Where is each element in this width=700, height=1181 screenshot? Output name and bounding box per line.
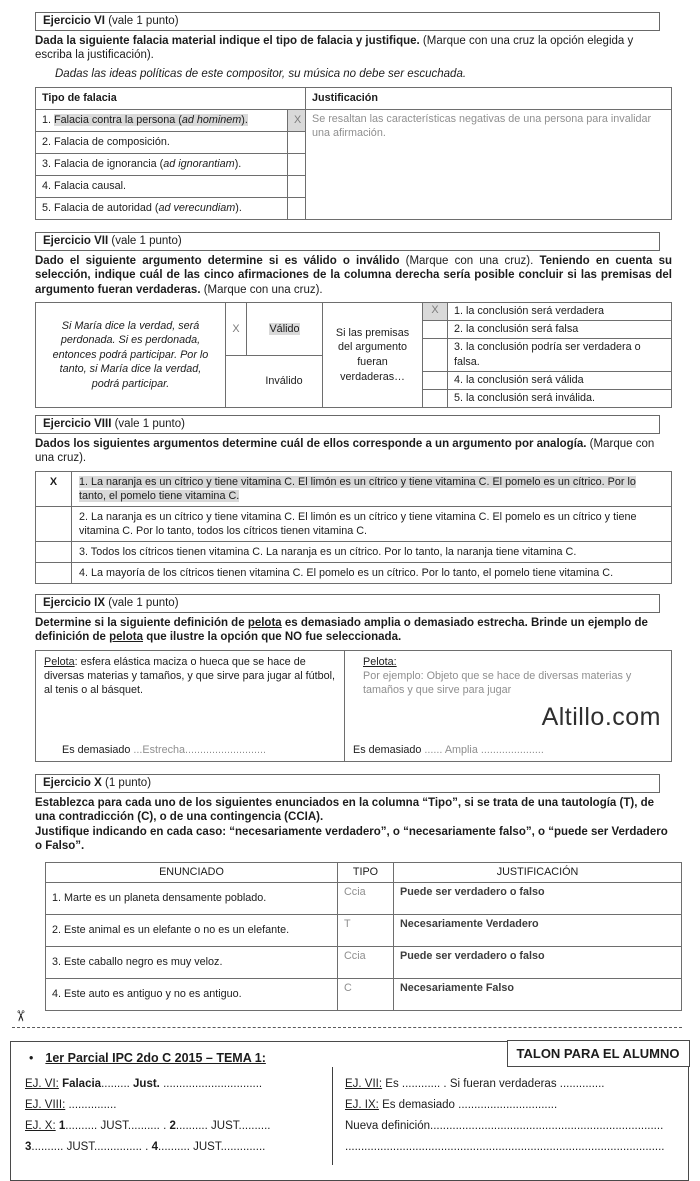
ej10-table-header-row bbox=[46, 862, 682, 882]
ej6-option-3-mark bbox=[288, 153, 306, 175]
ej7-validity-column bbox=[226, 303, 323, 406]
ej6-title-suffix: (vale 1 punto) bbox=[105, 15, 179, 27]
ej6-option-5-mark bbox=[288, 197, 306, 219]
ej6-option-2-label: 2. Falacia de composición. bbox=[36, 131, 288, 153]
student-stub-box bbox=[10, 1041, 689, 1181]
ej7-invalid-mark bbox=[226, 356, 246, 407]
ej6-option-row-1 bbox=[36, 109, 672, 131]
ej10-title: Ejercicio X bbox=[43, 776, 102, 789]
ej6-col-tipo-header: Tipo de falacia bbox=[36, 87, 306, 109]
ej7-conclusion-row-3 bbox=[423, 339, 671, 371]
ej8-row-3-mark bbox=[36, 541, 72, 562]
ej6-table-header-row bbox=[36, 87, 672, 109]
ej7-conclusion-4-text: 4. la conclusión será válida bbox=[454, 373, 584, 386]
ej7-conclusion-row-1 bbox=[423, 303, 671, 321]
ej9-instructions bbox=[35, 616, 672, 645]
ej6-instructions-normal: (Marque con una cruz la opción elegida y escriba la justificación). bbox=[35, 35, 634, 62]
talon-columns bbox=[11, 1067, 688, 1165]
ej7-title: Ejercicio VII bbox=[43, 234, 109, 247]
talon-left-column bbox=[11, 1067, 333, 1165]
ej7-invalid-label: Inválido bbox=[265, 375, 303, 388]
ej7-instructions-normal-2: (Marque con una cruz). bbox=[200, 283, 323, 296]
ej6-option-1-label: 1. Falacia contra la persona (ad hominem). bbox=[36, 109, 288, 131]
ej9-header-box bbox=[35, 594, 660, 613]
ej10-row-1-statement: 1. Marte es un planeta densamente poblado. bbox=[46, 882, 338, 914]
ej6-title: Ejercicio VI bbox=[43, 15, 106, 27]
ej10-statements-table bbox=[45, 862, 682, 1011]
ej10-row-2 bbox=[46, 914, 682, 946]
ej7-title-suffix: (vale 1 punto) bbox=[108, 234, 182, 247]
talon-line-ej10b: 3.......... JUST............... . 4.......... JUST.............. bbox=[25, 1140, 266, 1153]
ej6-header-box bbox=[35, 12, 660, 31]
ej10-row-4 bbox=[46, 978, 682, 1010]
ej6-fallacy-table bbox=[35, 87, 672, 220]
talon-line-dots: .................................................................................................... bbox=[345, 1140, 665, 1153]
ej6-option-4-label: 4. Falacia causal. bbox=[36, 175, 288, 197]
exercise-vi-section bbox=[35, 12, 672, 220]
ej9-right-example: Por ejemplo: Objeto que se hace de diversas materias y tamaños y que sirve para jugar bbox=[363, 669, 632, 696]
ej8-row-1 bbox=[36, 471, 672, 506]
ej10-row-2-justification: Necesariamente Verdadero bbox=[394, 914, 682, 946]
ej7-conclusion-1-text: 1. la conclusión será verdadera bbox=[454, 305, 605, 318]
talon-right-column bbox=[333, 1067, 688, 1165]
ej8-title-suffix: (vale 1 punto) bbox=[111, 417, 185, 430]
ej10-row-3 bbox=[46, 946, 682, 978]
talon-line-ej6: EJ. VI: Falacia......... Just. ............................... bbox=[25, 1077, 263, 1090]
ej7-instructions-bold-1: Dado el siguiente argumento determine si es válido o inválido bbox=[35, 254, 400, 267]
exercise-vii-section bbox=[35, 232, 672, 408]
ej7-conclusion-5-text: 5. la conclusión será inválida. bbox=[454, 391, 596, 404]
ej8-header-box bbox=[35, 415, 660, 434]
ej8-instructions-normal: (Marque con una cruz). bbox=[35, 437, 655, 465]
ej8-row-1-mark: X bbox=[36, 471, 72, 506]
ej7-instructions-normal-1: (Marque con una cruz). bbox=[399, 254, 540, 267]
ej10-row-1-tipo: Ccia bbox=[338, 882, 394, 914]
ej6-example-statement: Dadas las ideas políticas de este compositor, su música no debe ser escuchada. bbox=[55, 67, 467, 80]
ej10-row-4-tipo: C bbox=[338, 978, 394, 1010]
ej10-instructions-line2: Justifique indicando en cada caso: “necesariamente verdadero”, o “necesariamente falso”, o “puede ser Verdadero o Falso”. bbox=[35, 825, 668, 853]
ej9-left-cell bbox=[36, 650, 345, 761]
ej7-valid-cell bbox=[247, 303, 322, 354]
ej7-instructions-bold-2: Teniendo en cuenta su selección, indique cuál de las cinco afirmaciones de la columna derecha sería posible concluir si las premisas del argumento fueran verdaderas. bbox=[35, 254, 673, 296]
ej10-row-3-tipo: Ccia bbox=[338, 946, 394, 978]
ej8-title: Ejercicio VIII bbox=[43, 417, 112, 430]
ej10-instructions-line1: Establezca para cada uno de los siguientes enunciados en la columna “Tipo”, si se trata de una tautología (T), de una contradicción (C), o de una contingencia (CCIA). bbox=[35, 796, 655, 824]
ej8-row-3-text: 3. Todos los cítricos tienen vitamina C. La naranja es un cítrico. Por lo tanto, la naranja tiene vitamina C. bbox=[72, 541, 672, 562]
talon-line-ej7: EJ. VII: Es ............ . Si fueran verdaderas .............. bbox=[345, 1077, 605, 1090]
ej7-instructions bbox=[35, 254, 672, 297]
ej9-instructions-part1: Determine si la siguiente definición de bbox=[35, 616, 248, 629]
ej8-arguments-table bbox=[35, 471, 672, 584]
ej6-instructions bbox=[35, 34, 672, 63]
ej7-conclusion-3-text: 3. la conclusión podría ser verdadera o falsa. bbox=[454, 341, 641, 368]
ej9-instructions-part2: es demasiado amplia o demasiado estrecha. Brinde un ejemplo de definición de bbox=[35, 616, 648, 644]
ej7-header-box bbox=[35, 232, 660, 251]
ej8-instructions bbox=[35, 437, 672, 466]
ej9-right-cell bbox=[345, 650, 672, 761]
ej7-valid-mark: X bbox=[226, 303, 247, 354]
ej10-col-tipo-header: TIPO bbox=[338, 862, 394, 882]
ej9-instructions-part3: que ilustre la opción que NO fue seleccionada. bbox=[143, 631, 402, 644]
ej7-conclusion-4-mark bbox=[423, 372, 448, 389]
ej6-justification-answer: Se resaltan las características negativas de una persona para invalidar una afirmación. bbox=[306, 109, 672, 219]
talon-title: 1er Parcial IPC 2do C 2015 – TEMA 1: bbox=[45, 1050, 266, 1065]
ej10-row-2-tipo: T bbox=[338, 914, 394, 946]
ej10-row-4-justification: Necesariamente Falso bbox=[394, 978, 682, 1010]
ej10-row-4-statement: 4. Este auto es antiguo y no es antiguo. bbox=[46, 978, 338, 1010]
talon-badge: TALON PARA EL ALUMNO bbox=[507, 1040, 690, 1067]
ej8-row-1-text: 1. La naranja es un cítrico y tiene vitamina C. El limón es un cítrico y tiene vitamina C. El pomelo es un cítrico. Por lo tanto, el pomelo tiene vitamina C. bbox=[72, 471, 672, 506]
ej7-invalid-row bbox=[226, 356, 322, 407]
ej9-title: Ejercicio IX bbox=[43, 596, 106, 609]
ej9-term-pelota-1: pelota bbox=[247, 616, 282, 629]
cut-line-area bbox=[10, 1011, 684, 1037]
ej8-row-4-text: 4. La mayoría de los cítricos tienen vitamina C. El pomelo es un cítrico. Por lo tanto, el pomelo tiene vitamina C. bbox=[72, 562, 672, 583]
ej7-conclusion-2-text: 2. la conclusión será falsa bbox=[454, 323, 579, 336]
ej10-col-justificacion-header: JUSTIFICACIÓN bbox=[394, 862, 682, 882]
ej7-conclusion-1-mark: X bbox=[423, 303, 448, 320]
exercise-viii-section bbox=[35, 415, 672, 584]
scissors-icon: ✂ bbox=[11, 1009, 29, 1022]
ej6-option-2-mark bbox=[288, 131, 306, 153]
ej8-row-2-text: 2. La naranja es un cítrico y tiene vitamina C. El limón es un cítrico y tiene vitamina C. El pomelo es un cítrico y tiene vitamina C. Por lo tanto, todos los cítricos tienen vitamina C. bbox=[72, 506, 672, 541]
exercise-ix-section bbox=[35, 594, 672, 762]
ej10-row-3-statement: 3. Este caballo negro es muy veloz. bbox=[46, 946, 338, 978]
ej8-instructions-bold: Dados los siguientes argumentos determine cuál de ellos corresponde a un argumento por analogía. bbox=[35, 437, 587, 450]
exercise-x-section bbox=[35, 774, 672, 1011]
ej7-conclusion-5-mark bbox=[423, 390, 448, 407]
ej7-valid-row bbox=[226, 303, 322, 355]
ej7-conclusion-3-mark bbox=[423, 339, 448, 370]
ej7-conclusion-options bbox=[423, 303, 671, 406]
ej10-instructions bbox=[35, 796, 672, 854]
ej6-col-justificacion-header: Justificación bbox=[306, 87, 672, 109]
ej6-option-1-mark: X bbox=[288, 109, 306, 131]
ej10-row-1-justification: Puede ser verdadero o falso bbox=[394, 882, 682, 914]
ej7-valid-label: Válido bbox=[269, 322, 300, 335]
ej7-argument-text: Si María dice la verdad, será perdonada. Si es perdonada, entonces podrá participar. Por lo tanto, si María dice la verdad, podrá participar. bbox=[36, 303, 226, 406]
ej6-instructions-bold: Dada la siguiente falacia material indique el tipo de falacia y justifique. bbox=[35, 35, 420, 47]
ej8-row-2 bbox=[36, 506, 672, 541]
talon-line-ej10a: EJ. X: 1.......... JUST.......... . 2.......... JUST.......... bbox=[25, 1119, 271, 1132]
ej10-row-1 bbox=[46, 882, 682, 914]
ej7-conclusion-row-4 bbox=[423, 372, 671, 390]
ej10-title-suffix: (1 punto) bbox=[101, 776, 152, 789]
ej10-col-enunciado-header: ENUNCIADO bbox=[46, 862, 338, 882]
ej7-premise-text: Si las premisas del argumento fueran verdaderas… bbox=[323, 303, 423, 406]
ej9-right-answer-line: Es demasiado ...... Amplia ..................... bbox=[353, 743, 544, 756]
ej7-argument-table bbox=[35, 302, 672, 407]
ej6-option-4-mark bbox=[288, 175, 306, 197]
bullet-icon: • bbox=[29, 1050, 34, 1065]
ej10-row-2-statement: 2. Este animal es un elefante o no es un elefante. bbox=[46, 914, 338, 946]
ej8-row-2-mark bbox=[36, 506, 72, 541]
talon-line-ej9: EJ. IX: Es demasiado ............................... bbox=[345, 1098, 558, 1111]
ej10-header-box bbox=[35, 774, 660, 793]
ej7-conclusion-2-mark bbox=[423, 321, 448, 338]
ej9-definition-table bbox=[35, 650, 672, 762]
ej7-conclusion-row-2 bbox=[423, 321, 671, 339]
ej9-left-answer-line: Es demasiado ...Estrecha........................... bbox=[62, 743, 267, 756]
ej8-row-4 bbox=[36, 562, 672, 583]
ej7-conclusion-row-5 bbox=[423, 390, 671, 407]
dashed-cut-line bbox=[12, 1027, 682, 1028]
ej10-row-3-justification: Puede ser verdadero o falso bbox=[394, 946, 682, 978]
ej9-right-definition: Pelota: Por ejemplo: Objeto que se hace de diversas materias y tamaños y que sirve para jugar bbox=[363, 655, 632, 696]
ej9-title-suffix: (vale 1 punto) bbox=[105, 596, 179, 609]
ej6-option-5-label: 5. Falacia de autoridad (ad verecundiam). bbox=[36, 197, 288, 219]
ej9-term-pelota-2: pelota bbox=[109, 631, 143, 644]
ej8-row-4-mark bbox=[36, 562, 72, 583]
talon-line-new-definition: Nueva definición......................................................................... bbox=[345, 1119, 664, 1132]
talon-line-ej8: EJ. VIII: ............... bbox=[25, 1098, 117, 1111]
ej8-row-3 bbox=[36, 541, 672, 562]
ej6-option-3-label: 3. Falacia de ignorancia (ad ignorantiam). bbox=[36, 153, 288, 175]
altillo-watermark: Altillo.com bbox=[541, 702, 661, 731]
ej9-left-definition: Pelota: esfera elástica maciza o hueca que se hace de diversas materias y tamaños, y que sirve para jugar al fútbol, al tenis o al básquet. bbox=[44, 655, 336, 696]
